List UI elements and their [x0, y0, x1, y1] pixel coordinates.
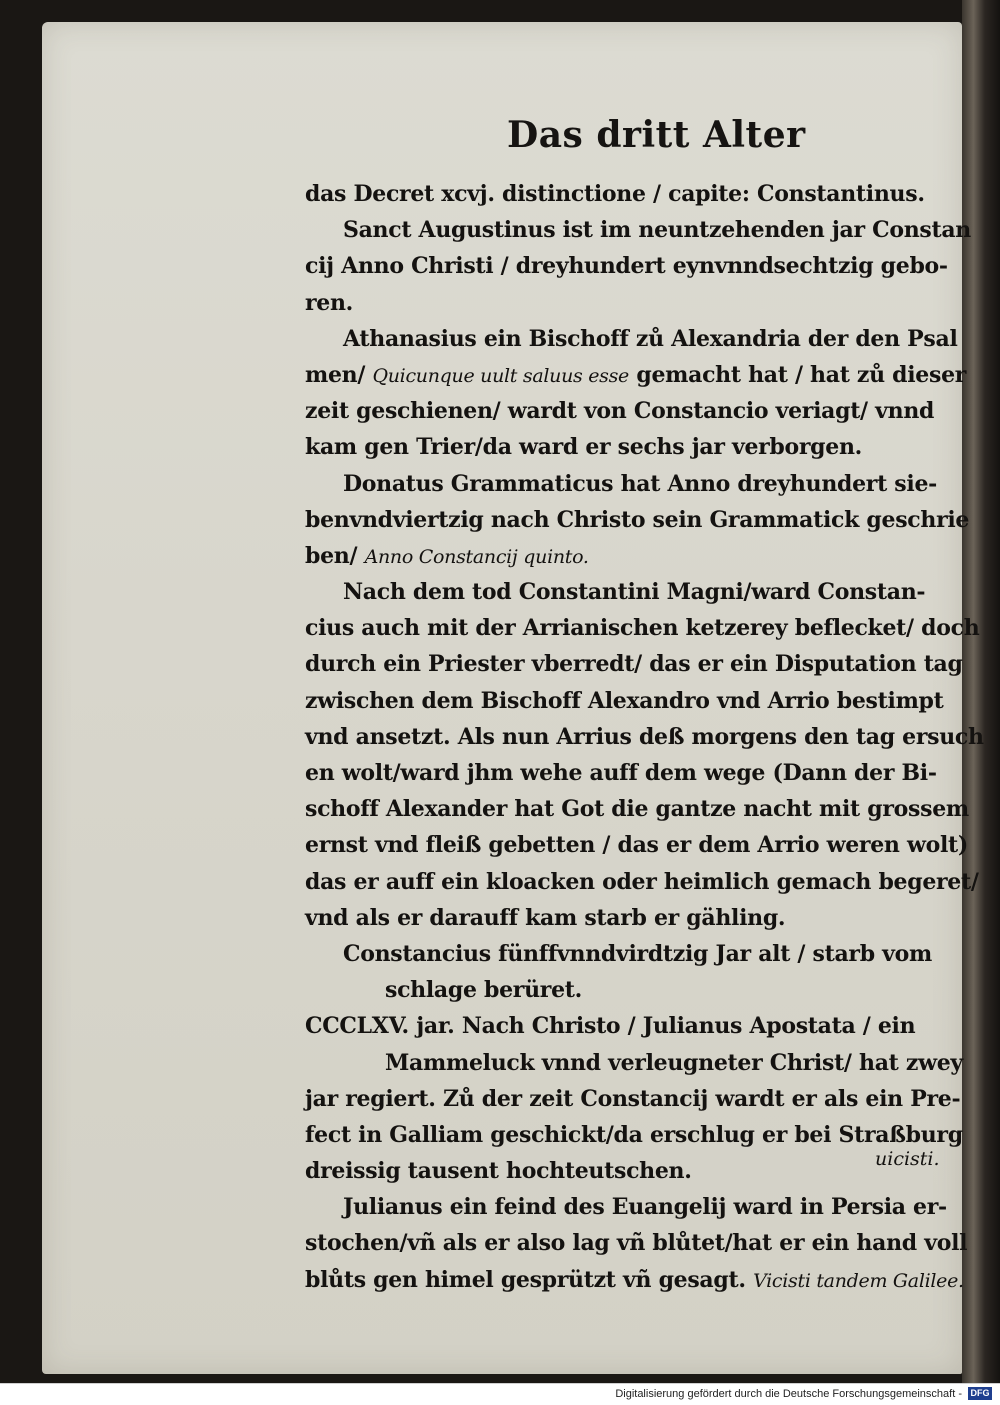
latin-text: Anno Constancij quinto.	[364, 545, 589, 568]
text-line: Nach dem tod Constantini Magni/ward Constan-	[343, 579, 926, 606]
catchword: uicisti.	[875, 1148, 940, 1170]
text-line: zwischen dem Bischoff Alexandro vnd Arrio bestimpt	[305, 687, 944, 714]
text-block	[305, 176, 984, 1298]
text-line: Julianus ein feind des Euangelij ward in Persia er-	[343, 1194, 947, 1221]
text-line: blůts gen himel gesprützt vñ gesagt. Vicisti tandem Galilee.	[305, 1266, 964, 1293]
dfg-logo-icon: DFG	[968, 1387, 992, 1400]
text-line: vnd als er darauff kam starb er gähling.	[305, 904, 786, 931]
text-line: durch ein Priester vberredt/ das er ein Disputation tag	[305, 651, 963, 678]
text-line: das Decret xcvj. distinctione / capite: Constantinus.	[305, 181, 925, 207]
text-line: Donatus Grammaticus hat Anno dreyhundert sie-	[343, 470, 937, 497]
text-line: das er auff ein kloacken oder heimlich gemach begeret/	[305, 868, 979, 895]
text-line: stochen/vñ als er also lag vñ blůtet/hat er ein hand voll	[305, 1230, 968, 1257]
text-line: fect in Galliam geschickt/da erschlug er bei Straßburg	[305, 1121, 963, 1148]
text-line: Mammeluck vnnd verleugneter Christ/ hat zwey	[385, 1049, 963, 1076]
text-line: men/ Quicunque uult saluus esse gemacht hat / hat zů dieser	[305, 361, 967, 388]
text-line: en wolt/ward jhm wehe auff dem wege (Dann der Bi-	[305, 760, 937, 786]
text-line: kam gen Trier/da ward er sechs jar verborgen.	[305, 434, 863, 461]
text-line: schoff Alexander hat Got die gantze nacht mit grossem	[305, 796, 969, 823]
text-line: jar regiert. Zů der zeit Constancij wardt er als ein Pre-	[305, 1085, 961, 1112]
latin-text: Quicunque uult saluus esse	[372, 364, 629, 387]
text-line: cius auch mit der Arrianischen ketzerey beflecket/ doch	[305, 615, 980, 642]
text-line: Athanasius ein Bischoff zů Alexandria der den Psal	[343, 325, 958, 352]
text-line: Sanct Augustinus ist im neuntzehenden jar Constan	[343, 217, 971, 244]
text-line: CCCLXV. jar. Nach Christo / Julianus Apostata / ein	[305, 1013, 916, 1040]
text-line: cij Anno Christi / dreyhundert eynvnndsechtzig gebo-	[305, 253, 948, 280]
text-line: schlage berüret.	[385, 977, 583, 1004]
book-edge	[962, 0, 1000, 1383]
text-line: zeit geschienen/ wardt von Constancio veriagt/ vnnd	[305, 398, 935, 425]
footer-credit: Digitalisierung gefördert durch die Deutsche Forschungsgemeinschaft -	[615, 1388, 962, 1400]
text-line: Constancius fünffvnndvirdtzig Jar alt / starb vom	[343, 940, 932, 967]
text-line: ben/ Anno Constancij quinto.	[305, 542, 589, 569]
latin-text: Vicisti tandem Galilee.	[753, 1269, 964, 1292]
text-line: ernst vnd fleiß gebetten / das er dem Arrio weren wolt)	[305, 832, 968, 859]
text-line: dreissig tausent hochteutschen.	[305, 1158, 692, 1185]
text-line: ren.	[305, 289, 354, 316]
running-head: Das dritt Alter	[507, 114, 806, 156]
text-line: vnd ansetzt. Als nun Arrius deß morgens den tag ersuch	[305, 723, 984, 750]
text-line: benvndviertzig nach Christo sein Grammatick geschrie	[305, 506, 970, 533]
